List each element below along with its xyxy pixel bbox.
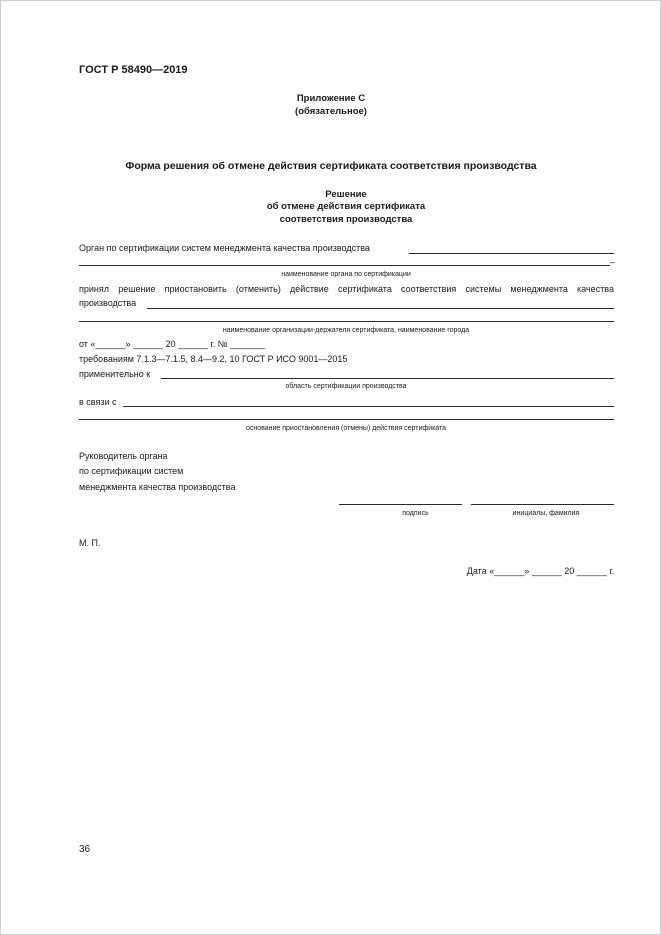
- signatory-line-1: Руководитель органа: [79, 451, 168, 461]
- date-line: Дата «______» ______ 20 ______ г.: [466, 566, 614, 576]
- production-label: производства: [79, 298, 137, 308]
- appendix-status: (обязательное): [295, 106, 367, 117]
- organ-caption: наименование органа по сертификации: [281, 271, 411, 278]
- holder-caption: наименование организации-держателя сертификата, наименование города: [222, 327, 470, 334]
- organ-fill-line: [409, 253, 614, 254]
- reason-caption: основание приостановления (отмены) действия сертификата: [245, 425, 447, 432]
- date-number-line: от «______» ______ 20 ______ г. № _______: [79, 339, 265, 349]
- form-title: Форма решения об отмене действия сертификата соответствия производства: [125, 160, 537, 172]
- stamp-place: М. П.: [79, 538, 101, 548]
- scope-fill-line: [161, 378, 614, 379]
- decision-text: принял решение приостановить (отменить) действие сертификата соответствия системы менеджмента качества: [79, 284, 614, 294]
- reason-fill-line: [123, 406, 614, 407]
- name-caption: инициалы, фамилия: [512, 510, 580, 517]
- signature-caption: подпись: [402, 510, 429, 517]
- decision-heading-2: об отмене действия сертификата: [266, 201, 426, 212]
- decision-heading-3: соответствия производства: [279, 214, 413, 225]
- signatory-line-3: менеджмента качества производства: [79, 482, 236, 492]
- standard-header: ГОСТ Р 58490—2019: [79, 64, 188, 76]
- signatory-line-2: по сертификации систем: [79, 466, 184, 476]
- organ-line-dash: –: [610, 257, 616, 267]
- holder-fill-line: [79, 321, 614, 322]
- name-fill-line: [471, 504, 614, 505]
- scope-caption: область сертификации производства: [285, 383, 407, 390]
- signature-fill-line: [339, 504, 462, 505]
- applicable-label: применительно к: [79, 369, 151, 379]
- production-fill-line: [147, 308, 614, 309]
- appendix-title: Приложение С: [296, 93, 366, 104]
- organ-label: Орган по сертификации систем менеджмента качества производства: [79, 243, 370, 253]
- reason-fill-line-2: [79, 419, 614, 420]
- requirements-text: требованиям 7.1.3—7.1.5, 8.4—9.2, 10 ГОСТ Р ИСО 9001—2015: [79, 354, 348, 364]
- page-number: 36: [79, 844, 91, 855]
- reason-label: в связи с: [79, 397, 117, 407]
- decision-heading-1: Решение: [325, 189, 367, 200]
- organ-fill-line-2: [79, 265, 610, 266]
